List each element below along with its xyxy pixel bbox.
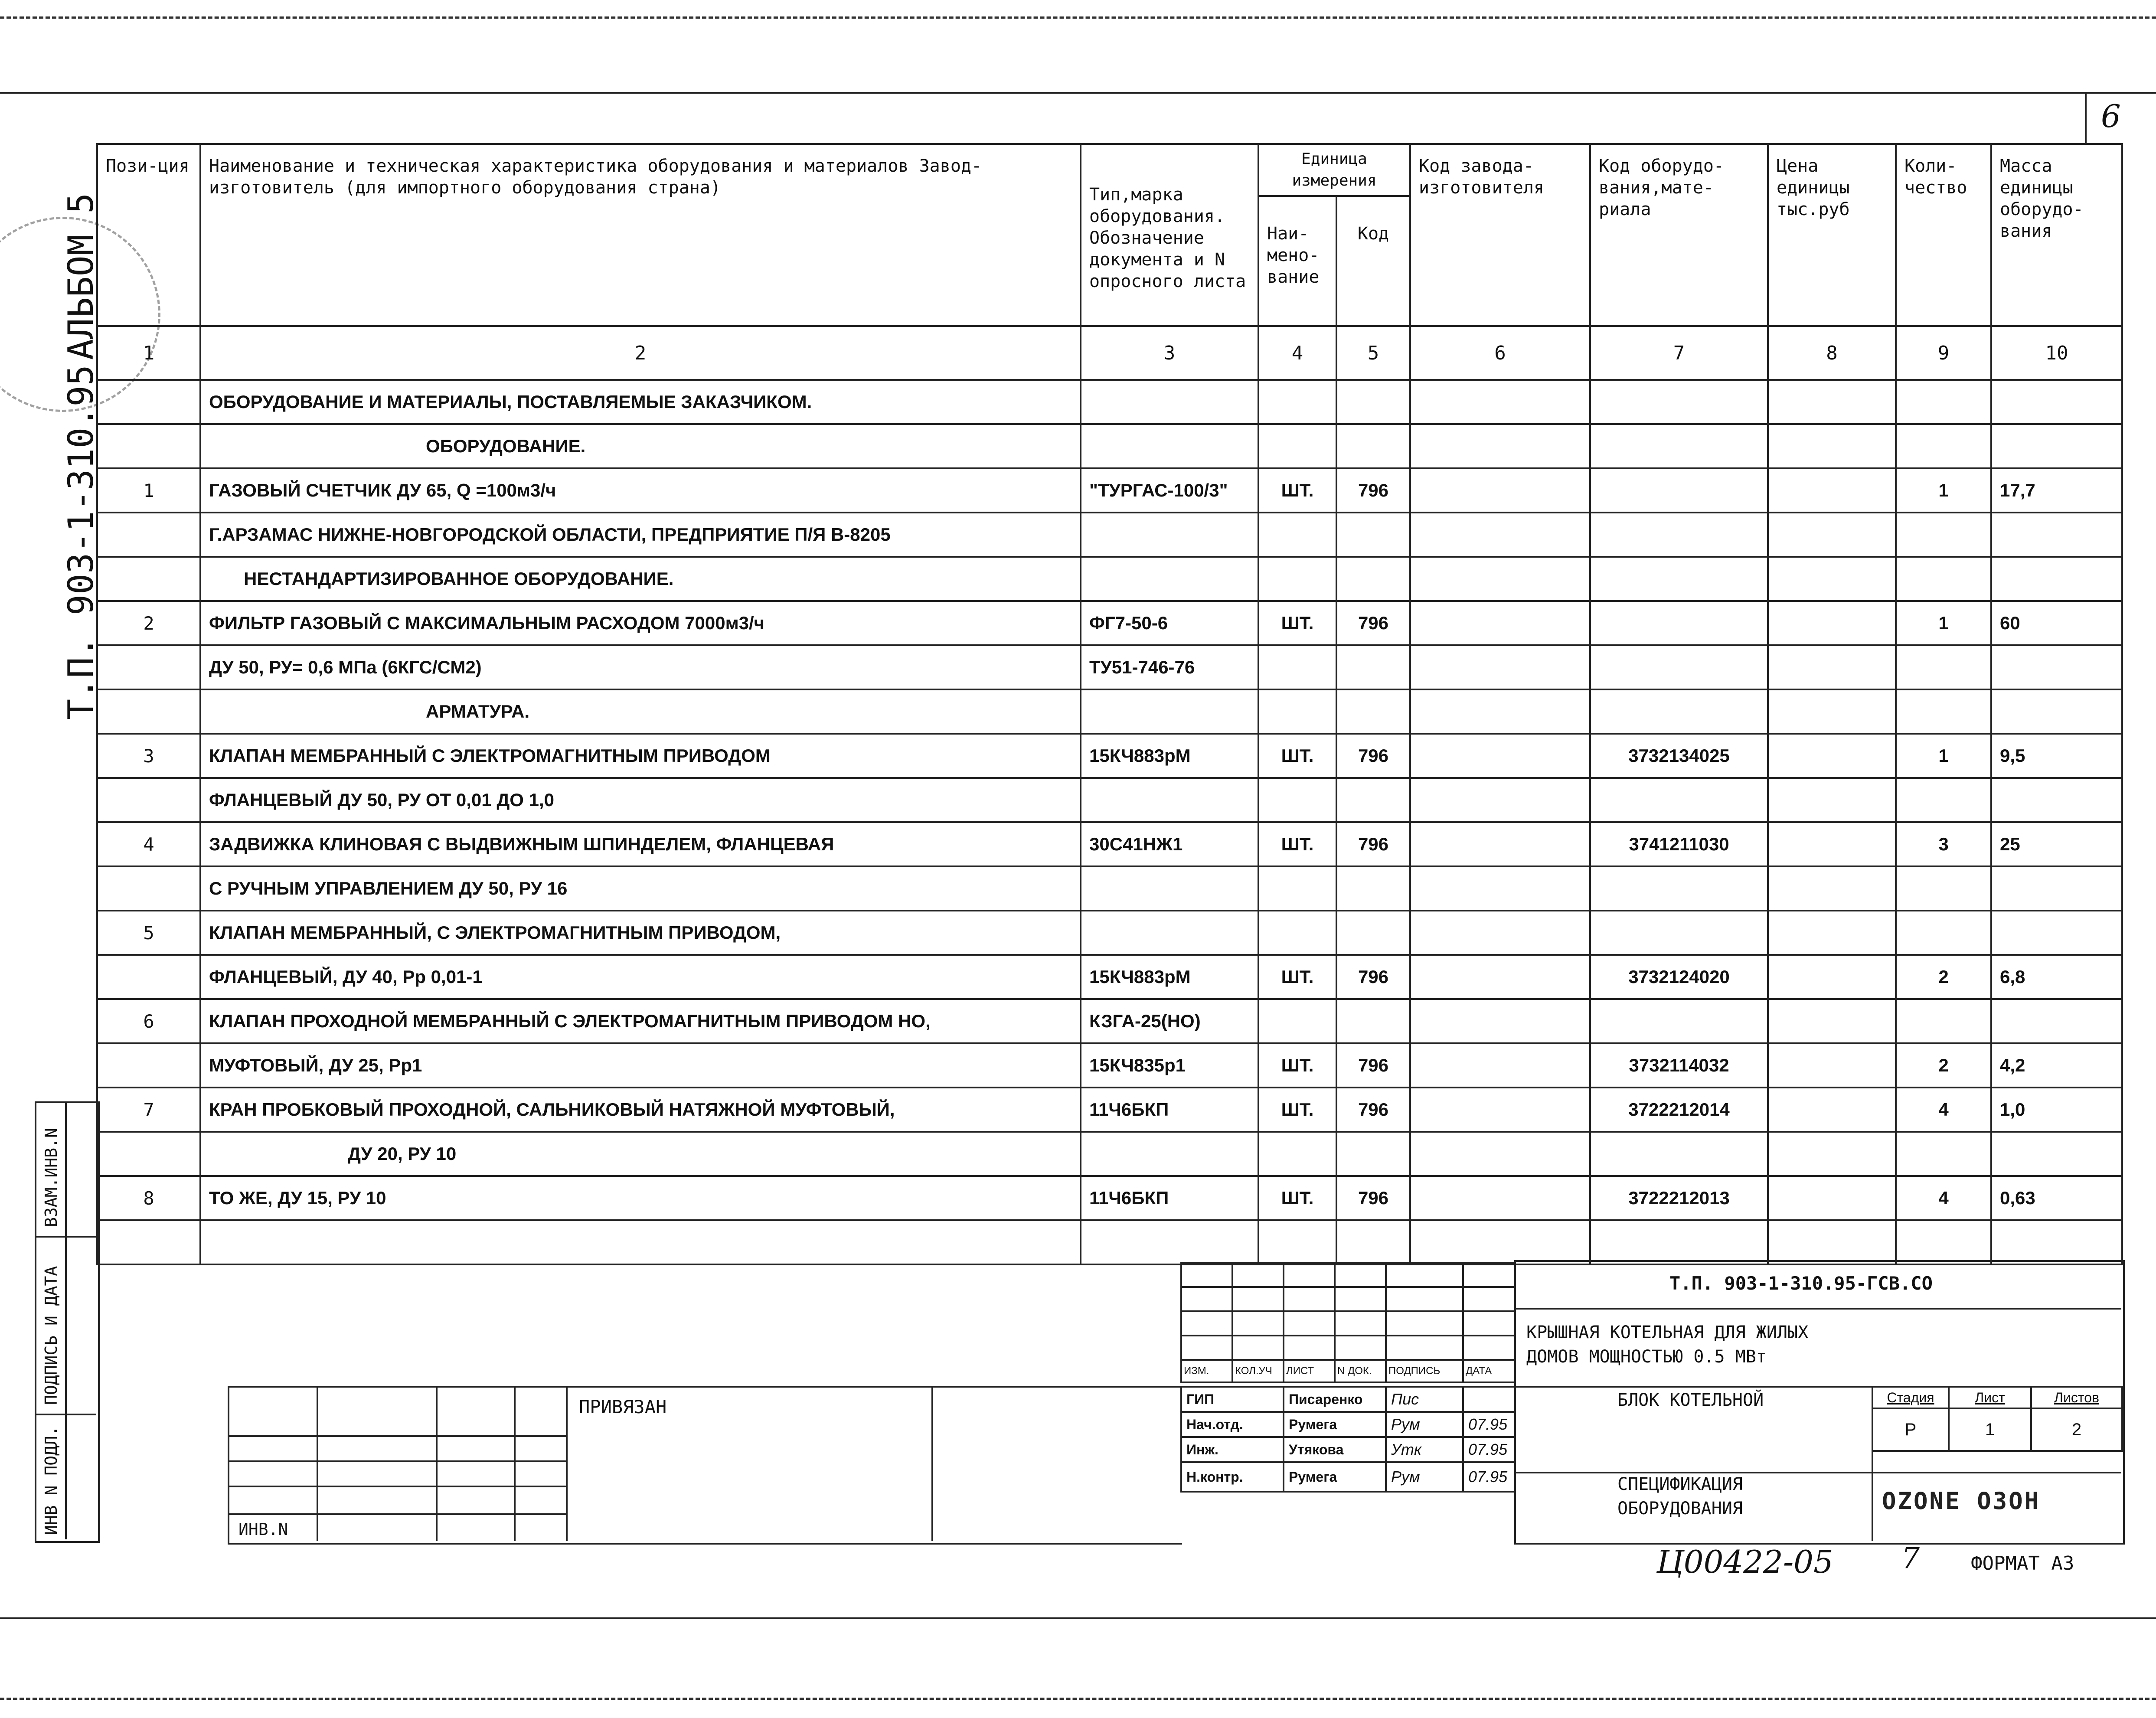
- signature-role: ГИП: [1181, 1387, 1284, 1412]
- signature-role: Инж.: [1181, 1437, 1284, 1462]
- side-code: Т.П. 903-1-310.95: [61, 365, 101, 720]
- mass-cell: [1991, 424, 2122, 468]
- position-cell: [97, 645, 200, 689]
- equipment-code-cell: 3732114032: [1590, 1043, 1768, 1088]
- handwritten-code: Ц00422-05: [1656, 1544, 1833, 1580]
- equipment-code-cell: 3722212013: [1590, 1176, 1768, 1220]
- sheets-value: 2: [2031, 1408, 2122, 1451]
- mass-cell: 25: [1991, 822, 2122, 866]
- signature-row: [1181, 1462, 1515, 1492]
- unit-code-cell: 796: [1336, 822, 1410, 866]
- signature-date: 07.95: [1463, 1412, 1515, 1437]
- sheets-label: Листов: [2031, 1387, 2122, 1408]
- table-row: [97, 645, 2122, 689]
- position-cell: [97, 866, 200, 911]
- price-cell: [1768, 380, 1896, 424]
- position-cell: [97, 778, 200, 822]
- unit-code-cell: [1336, 513, 1410, 557]
- name-cell: КРАН ПРОБКОВЫЙ ПРОХОДНОЙ, САЛЬНИКОВЫЙ НАТЯЖНОЙ МУФТОВЫЙ,: [200, 1088, 1081, 1132]
- name-cell: КЛАПАН МЕМБРАННЫЙ, С ЭЛЕКТРОМАГНИТНЫМ ПРИВОДОМ,: [200, 911, 1081, 955]
- factory-code-cell: [1410, 1043, 1590, 1088]
- column-number: 5: [1336, 326, 1410, 380]
- name-cell: ТО ЖЕ, ДУ 15, РУ 10: [200, 1176, 1081, 1220]
- factory-code-cell: [1410, 1088, 1590, 1132]
- signature-row: [1181, 1412, 1515, 1437]
- unit-code-cell: [1336, 557, 1410, 601]
- factory-code-cell: [1410, 468, 1590, 513]
- quantity-cell: [1896, 911, 1991, 955]
- quantity-cell: 2: [1896, 955, 1991, 999]
- type-cell: 11Ч6БКП: [1081, 1176, 1258, 1220]
- header-name: Наименование и техническая характеристика оборудования и материалов Завод-изготовитель (для импортного оборудования страна): [200, 144, 1081, 326]
- column-number: 10: [1991, 326, 2122, 380]
- signature-name: Утякова: [1284, 1437, 1386, 1462]
- table-row: [97, 734, 2122, 778]
- factory-code-cell: [1410, 689, 1590, 734]
- format-label: ФОРМАТ А3: [1971, 1552, 2074, 1574]
- table-row: [97, 1176, 2122, 1220]
- signature-row: [1181, 1437, 1515, 1462]
- mass-cell: [1991, 557, 2122, 601]
- revision-header: КОЛ.УЧ: [1232, 1360, 1284, 1382]
- equipment-code-cell: [1590, 689, 1768, 734]
- revision-header: ИЗМ.: [1181, 1360, 1232, 1382]
- price-cell: [1768, 513, 1896, 557]
- type-cell: [1081, 689, 1258, 734]
- factory-code-cell: [1410, 999, 1590, 1043]
- factory-code-cell: [1410, 911, 1590, 955]
- factory-code-cell: [1410, 822, 1590, 866]
- signature-role: Нач.отд.: [1181, 1412, 1284, 1437]
- side-label-replace: ВЗАМ.ИНВ.N: [42, 1128, 61, 1227]
- type-cell: [1081, 1220, 1258, 1264]
- table-row: [97, 822, 2122, 866]
- unit-code-cell: [1336, 999, 1410, 1043]
- name-cell: С РУЧНЫМ УПРАВЛЕНИЕМ ДУ 50, РУ 16: [200, 866, 1081, 911]
- quantity-cell: [1896, 999, 1991, 1043]
- type-cell: [1081, 911, 1258, 955]
- mass-cell: [1991, 866, 2122, 911]
- quantity-cell: [1896, 1220, 1991, 1264]
- unit-code-cell: 796: [1336, 734, 1410, 778]
- price-cell: [1768, 557, 1896, 601]
- table-row: [97, 1220, 2122, 1264]
- unit-code-cell: 796: [1336, 1176, 1410, 1220]
- quantity-cell: [1896, 689, 1991, 734]
- signature-sign: Рум: [1386, 1412, 1463, 1437]
- header-unit-code: Код: [1336, 196, 1410, 326]
- column-number: 7: [1590, 326, 1768, 380]
- header-mass: Масса единицы оборудо-вания: [1991, 144, 2122, 326]
- unit-code-cell: 796: [1336, 1088, 1410, 1132]
- type-cell: 15КЧ883рМ: [1081, 955, 1258, 999]
- unit-code-cell: [1336, 424, 1410, 468]
- position-cell: [97, 380, 200, 424]
- price-cell: [1768, 866, 1896, 911]
- factory-code-cell: [1410, 1132, 1590, 1176]
- quantity-cell: [1896, 1132, 1991, 1176]
- signature-name: Румега: [1284, 1412, 1386, 1437]
- type-cell: 11Ч6БКП: [1081, 1088, 1258, 1132]
- mass-cell: 6,8: [1991, 955, 2122, 999]
- mass-cell: 0,63: [1991, 1176, 2122, 1220]
- signature-sign: Рум: [1386, 1462, 1463, 1492]
- name-cell: ГАЗОВЫЙ СЧЕТЧИК ДУ 65, Q =100м3/ч: [200, 468, 1081, 513]
- equipment-code-cell: [1590, 1220, 1768, 1264]
- position-cell: [97, 1043, 200, 1088]
- quantity-cell: [1896, 866, 1991, 911]
- equipment-code-cell: [1590, 380, 1768, 424]
- name-cell: ФИЛЬТР ГАЗОВЫЙ С МАКСИМАЛЬНЫМ РАСХОДОМ 7000м3/ч: [200, 601, 1081, 645]
- project-title: КРЫШНАЯ КОТЕЛЬНАЯ ДЛЯ ЖИЛЫХ ДОМОВ МОЩНОСТЬЮ 0.5 МВт: [1526, 1323, 1809, 1367]
- price-cell: [1768, 1176, 1896, 1220]
- price-cell: [1768, 424, 1896, 468]
- unit-code-cell: [1336, 1132, 1410, 1176]
- quantity-cell: 2: [1896, 1043, 1991, 1088]
- type-cell: "ТУРГАС-100/3": [1081, 468, 1258, 513]
- mass-cell: 1,0: [1991, 1088, 2122, 1132]
- table-row: [97, 999, 2122, 1043]
- mass-cell: 9,5: [1991, 734, 2122, 778]
- name-cell: ОБОРУДОВАНИЕ И МАТЕРИАЛЫ, ПОСТАВЛЯЕМЫЕ ЗАКАЗЧИКОМ.: [200, 380, 1081, 424]
- price-cell: [1768, 778, 1896, 822]
- position-cell: [97, 955, 200, 999]
- unit-code-cell: 796: [1336, 601, 1410, 645]
- price-cell: [1768, 1088, 1896, 1132]
- price-cell: [1768, 689, 1896, 734]
- signature-role: Н.контр.: [1181, 1462, 1284, 1492]
- factory-code-cell: [1410, 734, 1590, 778]
- signature-row: [1181, 1387, 1515, 1412]
- type-cell: [1081, 866, 1258, 911]
- bottom-border: [0, 1617, 2156, 1619]
- factory-code-cell: [1410, 424, 1590, 468]
- name-cell: [200, 1220, 1081, 1264]
- unit-cell: [1258, 999, 1336, 1043]
- name-cell: АРМАТУРА.: [200, 689, 1081, 734]
- mass-cell: 4,2: [1991, 1043, 2122, 1088]
- position-cell: 3: [97, 734, 200, 778]
- quantity-cell: [1896, 424, 1991, 468]
- table-row: [97, 557, 2122, 601]
- header-price: Цена единицы тыс.руб: [1768, 144, 1896, 326]
- price-cell: [1768, 955, 1896, 999]
- quantity-cell: 3: [1896, 822, 1991, 866]
- specification-table: [96, 143, 2123, 1265]
- header-type: Тип,марка оборудования. Обозначение документа и N опросного листа: [1081, 144, 1258, 326]
- price-cell: [1768, 1132, 1896, 1176]
- signature-sign: Утк: [1386, 1437, 1463, 1462]
- factory-code-cell: [1410, 778, 1590, 822]
- quantity-cell: 1: [1896, 601, 1991, 645]
- revision-grid: [1180, 1262, 1516, 1383]
- table-row: [97, 513, 2122, 557]
- factory-code-cell: [1410, 866, 1590, 911]
- side-label-inv: ИНВ N ПОДЛ.: [42, 1426, 61, 1535]
- mass-cell: 17,7: [1991, 468, 2122, 513]
- position-cell: [97, 1132, 200, 1176]
- mass-cell: [1991, 911, 2122, 955]
- unit-cell: [1258, 866, 1336, 911]
- column-number: 3: [1081, 326, 1258, 380]
- unit-cell: ШТ.: [1258, 822, 1336, 866]
- revision-header: ПОДПИСЬ: [1386, 1360, 1463, 1382]
- table-row: [97, 1043, 2122, 1088]
- type-cell: 30С41НЖ1: [1081, 822, 1258, 866]
- type-cell: [1081, 1132, 1258, 1176]
- mass-cell: 60: [1991, 601, 2122, 645]
- price-cell: [1768, 1043, 1896, 1088]
- unit-code-cell: [1336, 911, 1410, 955]
- price-cell: [1768, 822, 1896, 866]
- name-cell: ФЛАНЦЕВЫЙ, ДУ 40, Рр 0,01-1: [200, 955, 1081, 999]
- name-cell: Г.АРЗАМАС НИЖНЕ-НОВГОРОДСКОЙ ОБЛАСТИ, ПРЕДПРИЯТИЕ П/Я В-8205: [200, 513, 1081, 557]
- unit-code-cell: [1336, 380, 1410, 424]
- price-cell: [1768, 645, 1896, 689]
- signature-name: Писаренко: [1284, 1387, 1386, 1412]
- unit-code-cell: [1336, 1220, 1410, 1264]
- factory-code-cell: [1410, 1220, 1590, 1264]
- equipment-code-cell: [1590, 424, 1768, 468]
- table-row: [97, 911, 2122, 955]
- unit-cell: ШТ.: [1258, 468, 1336, 513]
- equipment-code-cell: [1590, 645, 1768, 689]
- stage-table: [1872, 1386, 2123, 1452]
- table-row: [97, 1132, 2122, 1176]
- unit-code-cell: 796: [1336, 468, 1410, 513]
- quantity-cell: [1896, 557, 1991, 601]
- top-cut-line: [0, 16, 2156, 19]
- header-unit-name: Наи-мено-вание: [1258, 196, 1336, 326]
- equipment-code-cell: [1590, 557, 1768, 601]
- header-unit-group: Единица измерения: [1258, 144, 1410, 196]
- company-logo: OZONE ОЗОН: [1882, 1487, 2041, 1515]
- type-cell: ТУ51-746-76: [1081, 645, 1258, 689]
- attached-label: ПРИВЯЗАН: [579, 1396, 667, 1418]
- unit-cell: [1258, 424, 1336, 468]
- factory-code-cell: [1410, 557, 1590, 601]
- factory-code-cell: [1410, 601, 1590, 645]
- unit-code-cell: [1336, 689, 1410, 734]
- position-cell: 2: [97, 601, 200, 645]
- sheet-number: 6: [2101, 98, 2121, 134]
- equipment-code-cell: [1590, 778, 1768, 822]
- name-cell: КЛАПАН МЕМБРАННЫЙ С ЭЛЕКТРОМАГНИТНЫМ ПРИВОДОМ: [200, 734, 1081, 778]
- quantity-cell: [1896, 778, 1991, 822]
- inventory-label: ИНВ.N: [238, 1520, 288, 1539]
- quantity-cell: 4: [1896, 1176, 1991, 1220]
- header-quantity: Коли-чество: [1896, 144, 1991, 326]
- factory-code-cell: [1410, 1176, 1590, 1220]
- side-label-sign-date: ПОДПИСЬ И ДАТА: [42, 1266, 61, 1405]
- equipment-code-cell: [1590, 911, 1768, 955]
- unit-cell: ШТ.: [1258, 1088, 1336, 1132]
- quantity-cell: 1: [1896, 734, 1991, 778]
- column-number: 1: [97, 326, 200, 380]
- name-cell: ДУ 50, РУ= 0,6 МПа (6КГС/СМ2): [200, 645, 1081, 689]
- attachment-box: [228, 1386, 1182, 1545]
- unit-cell: ШТ.: [1258, 734, 1336, 778]
- header-factory-code: Код завода-изготовителя: [1410, 144, 1590, 326]
- table-row: [97, 601, 2122, 645]
- signatures-table: [1180, 1386, 1516, 1493]
- document-code: Т.П. 903-1-310.95-ГСВ.СО: [1669, 1273, 1933, 1294]
- table-row: [97, 468, 2122, 513]
- unit-cell: [1258, 557, 1336, 601]
- type-cell: [1081, 778, 1258, 822]
- mass-cell: [1991, 999, 2122, 1043]
- price-cell: [1768, 1220, 1896, 1264]
- quantity-cell: 1: [1896, 468, 1991, 513]
- table-row: [97, 1088, 2122, 1132]
- signature-date: 07.95: [1463, 1462, 1515, 1492]
- type-cell: [1081, 557, 1258, 601]
- equipment-code-cell: [1590, 601, 1768, 645]
- unit-cell: [1258, 778, 1336, 822]
- name-cell: КЛАПАН ПРОХОДНОЙ МЕМБРАННЫЙ С ЭЛЕКТРОМАГНИТНЫМ ПРИВОДОМ НО,: [200, 999, 1081, 1043]
- position-cell: [97, 1220, 200, 1264]
- header-equipment-code: Код оборудо-вания,мате-риала: [1590, 144, 1768, 326]
- revision-header: N ДОК.: [1335, 1360, 1386, 1382]
- top-border: [0, 92, 2156, 94]
- quantity-cell: [1896, 380, 1991, 424]
- equipment-code-cell: [1590, 513, 1768, 557]
- equipment-code-cell: [1590, 468, 1768, 513]
- name-cell: ОБОРУДОВАНИЕ.: [200, 424, 1081, 468]
- position-cell: 4: [97, 822, 200, 866]
- table-row: [97, 955, 2122, 999]
- unit-cell: ШТ.: [1258, 1043, 1336, 1088]
- equipment-code-cell: [1590, 1132, 1768, 1176]
- revision-header: ЛИСТ: [1284, 1360, 1335, 1382]
- price-cell: [1768, 734, 1896, 778]
- stage-label: Стадия: [1872, 1387, 1949, 1408]
- quantity-cell: [1896, 645, 1991, 689]
- position-cell: [97, 513, 200, 557]
- type-cell: [1081, 513, 1258, 557]
- unit-cell: ШТ.: [1258, 1176, 1336, 1220]
- block-name: БЛОК КОТЕЛЬНОЙ: [1617, 1390, 1764, 1410]
- unit-cell: [1258, 380, 1336, 424]
- type-cell: [1081, 424, 1258, 468]
- column-number: 6: [1410, 326, 1590, 380]
- handwritten-number: 7: [1901, 1542, 1920, 1575]
- signature-date: 07.95: [1463, 1437, 1515, 1462]
- factory-code-cell: [1410, 380, 1590, 424]
- unit-cell: ШТ.: [1258, 601, 1336, 645]
- header-position: Пози-ция: [97, 144, 200, 326]
- table-row: [97, 778, 2122, 822]
- mass-cell: [1991, 645, 2122, 689]
- sheet-value: 1: [1949, 1408, 2031, 1451]
- type-cell: 15КЧ883рМ: [1081, 734, 1258, 778]
- factory-code-cell: [1410, 645, 1590, 689]
- factory-code-cell: [1410, 955, 1590, 999]
- side-album: АЛЬБОМ 5: [61, 193, 101, 360]
- price-cell: [1768, 999, 1896, 1043]
- type-cell: [1081, 380, 1258, 424]
- position-cell: 1: [97, 468, 200, 513]
- mass-cell: [1991, 689, 2122, 734]
- sheet-label: Лист: [1949, 1387, 2031, 1408]
- type-cell: 15КЧ835р1: [1081, 1043, 1258, 1088]
- unit-cell: ШТ.: [1258, 955, 1336, 999]
- table-row: [97, 380, 2122, 424]
- position-cell: 5: [97, 911, 200, 955]
- price-cell: [1768, 601, 1896, 645]
- signature-sign: Пис: [1386, 1387, 1463, 1412]
- mass-cell: [1991, 778, 2122, 822]
- table-row: [97, 866, 2122, 911]
- column-number: 2: [200, 326, 1081, 380]
- unit-code-cell: [1336, 866, 1410, 911]
- mass-cell: [1991, 513, 2122, 557]
- table-row: [97, 689, 2122, 734]
- type-cell: КЗГА-25(НО): [1081, 999, 1258, 1043]
- unit-cell: [1258, 1220, 1336, 1264]
- price-cell: [1768, 468, 1896, 513]
- unit-cell: [1258, 1132, 1336, 1176]
- column-number-row: [97, 326, 2122, 380]
- quantity-cell: 4: [1896, 1088, 1991, 1132]
- revision-header: ДАТА: [1463, 1360, 1515, 1382]
- position-cell: [97, 424, 200, 468]
- name-cell: НЕСТАНДАРТИЗИРОВАННОЕ ОБОРУДОВАНИЕ.: [200, 557, 1081, 601]
- factory-code-cell: [1410, 513, 1590, 557]
- signature-date: [1463, 1387, 1515, 1412]
- unit-code-cell: 796: [1336, 1043, 1410, 1088]
- equipment-code-cell: 3722212014: [1590, 1088, 1768, 1132]
- unit-code-cell: 796: [1336, 955, 1410, 999]
- stage-value: Р: [1872, 1408, 1949, 1451]
- unit-code-cell: [1336, 778, 1410, 822]
- unit-cell: [1258, 645, 1336, 689]
- mass-cell: [1991, 380, 2122, 424]
- name-cell: МУФТОВЫЙ, ДУ 25, Рр1: [200, 1043, 1081, 1088]
- position-cell: [97, 557, 200, 601]
- type-cell: ФГ7-50-6: [1081, 601, 1258, 645]
- position-cell: 6: [97, 999, 200, 1043]
- name-cell: ФЛАНЦЕВЫЙ ДУ 50, РУ ОТ 0,01 ДО 1,0: [200, 778, 1081, 822]
- name-cell: ДУ 20, РУ 10: [200, 1132, 1081, 1176]
- mass-cell: [1991, 1132, 2122, 1176]
- position-cell: 8: [97, 1176, 200, 1220]
- quantity-cell: [1896, 513, 1991, 557]
- column-number: 9: [1896, 326, 1991, 380]
- unit-cell: [1258, 911, 1336, 955]
- unit-cell: [1258, 689, 1336, 734]
- equipment-code-cell: 3732124020: [1590, 955, 1768, 999]
- bottom-cut-line: [0, 1698, 2156, 1700]
- document-title: СПЕЦИФИКАЦИЯ ОБОРУДОВАНИЯ: [1617, 1474, 1743, 1519]
- price-cell: [1768, 911, 1896, 955]
- unit-code-cell: [1336, 645, 1410, 689]
- signature-name: Румега: [1284, 1462, 1386, 1492]
- position-cell: 7: [97, 1088, 200, 1132]
- unit-cell: [1258, 513, 1336, 557]
- column-number: 4: [1258, 326, 1336, 380]
- name-cell: ЗАДВИЖКА КЛИНОВАЯ С ВЫДВИЖНЫМ ШПИНДЕЛЕМ, ФЛАНЦЕВАЯ: [200, 822, 1081, 866]
- equipment-code-cell: 3732134025: [1590, 734, 1768, 778]
- equipment-code-cell: [1590, 999, 1768, 1043]
- equipment-code-cell: 3741211030: [1590, 822, 1768, 866]
- table-row: [97, 424, 2122, 468]
- position-cell: [97, 689, 200, 734]
- mass-cell: [1991, 1220, 2122, 1264]
- equipment-code-cell: [1590, 866, 1768, 911]
- column-number: 8: [1768, 326, 1896, 380]
